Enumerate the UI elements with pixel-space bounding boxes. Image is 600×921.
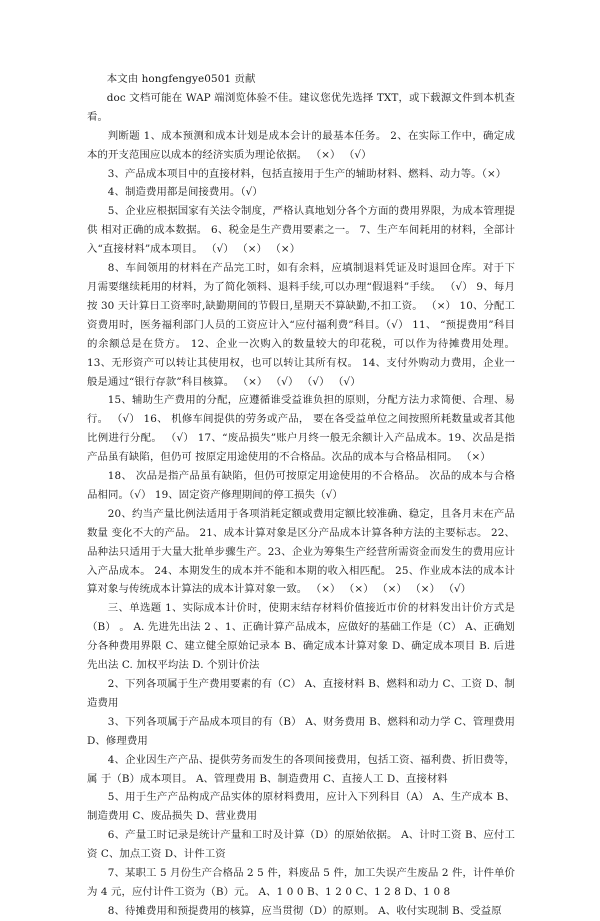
- format-notice: doc 文档可能在 WAP 端浏览体验不佳。建议您优先选择 TXT，或下载源文件到本机查看。: [87, 91, 515, 123]
- paragraph-judgment-20-25: 20、约当产量比例法适用于各项消耗定额或费用定额比较准确、稳定，且各月末在产品数量 变化不大的产品。 21、成本计算对象是区分产品成本计算各种方法的主要标志。 22、品种法只适用于大量大批单步骤生产。23、企业为筹集生产经营所需资金而发生的费用应计入产品成本。 24、本期发生的成本并不能和本期的收入相匹配。 25、作业成本法的成本计算对象与传统成本计算法的成本计算对象一致。 （×） （×） （×） （×） （√）: [87, 507, 515, 596]
- paragraph-choice-8: 8、待摊费用和预提费用的核算，应当贯彻（D）的原则。 A、收付实现制 B、受益原: [107, 904, 502, 917]
- source-credit: 本文由 hongfengye0501 贡献: [106, 73, 256, 85]
- paragraph-judgment-15-17: 15、辅助生产费用的分配，应遵循谁受益谁负担的原则，分配方法力求简便、合理、易行。 （√） 16、 机修车间提供的劳务或产品， 要在各受益单位之间按照所耗数量或者其他比例进行分配。 （√） 17、“废品损失”账户月终一般无余额计入产品成本。19、次品是指产品虽有缺陷，但仍可 按原定用途使用的不合格品。次品的成本与合格品相同。 （×）: [87, 394, 515, 464]
- paragraph-judgment-4: 4、制造费用都是间接费用。（√）: [107, 186, 263, 199]
- paragraph-choice-6: 6、产量工时记录是统计产量和工时及计算（D）的原始依据。 A、计时工资 B、应付工资 C、加点工资 D、计件工资: [87, 829, 515, 861]
- paragraph-choice-5: 5、用于生产产品构成产品实体的原材料费用，应计入下列科目（A） A、生产成本 B、制造费用 C、废品损失 D、营业费用: [87, 791, 515, 823]
- paragraph-judgment-8-14: 8、车间领用的材料在产品完工时，如有余料，应填制退料凭证及时退回仓库。对于下 月需要继续耗用的材料，为了简化领料、退料手续,可以办理“假退料”手续。 （√） 9、每月按 30 天计算日工资率时,缺勤期间的节假日,星期天不算缺勤,不扣工资。 （×） 10、分配工资费用时，医务福利部门人员的工资应计入“应付福利费”科目。（√） 11、 “预提费用”科目的余额总是在贷方。 12、企业一次购入的数量较大的印花税，可以作为待摊费用处理。 13、无形资产可以转让其使用权，也可以转让其所有权。 14、支付外购动力费用，企业一般是通过“银行存款”科目核算。 （×） （√） （√） （√）: [87, 262, 515, 388]
- paragraph-choice-7: 7、某职工 5 月份生产合格品 2 5 件，料废品 5 件，加工失误产生废品 2 件，计件单价为 4 元，应付计件工资为（B）元。 A、1 0 0 B、1 2 0 C、1 2 8 D、1 0 8: [87, 867, 515, 898]
- paragraph-judgment-18-19: 18、 次品是指产品虽有缺陷，但仍可按原定用途使用的不合格品。 次品的成本与合格品相同。（√） 19、固定资产修理期间的停工损失（√）: [87, 470, 515, 501]
- document-body: [87, 70, 515, 921]
- paragraph-choice-4: 4、企业因生产产品、提供劳务而发生的各项间接费用，包括工资、福利费、折旧费等，属 于（B）成本项目。 A、管理费用 B、制造费用 C、直接人工 D、直接材料: [87, 753, 515, 785]
- paragraph-judgment-3: 3、产品成本项目中的直接材料，包括直接用于生产的辅助材料、燃料、动力等。（×）: [107, 167, 507, 180]
- paragraph-judgment-5-7: 5、企业应根据国家有关法令制度，严格认真地划分各个方面的费用界限，为成本管理提供 相对正确的成本数据。 6、税金是生产费用要素之一。 7、生产车间耗用的材料，全部计入“直接材料”成本项目。 （√） （×） （×）: [87, 205, 515, 256]
- paragraph-choice-1: 三、单选题 1、实际成本计价时，使期末结存材料价值接近市价的材料发出计价方式是（B） 。 A. 先进先出法 2 、1、正确计算产品成本，应做好的基础工作是（C） A、正确划分各种费用界限 C、建立健全原始记录本 B、确定成本计算对象 D、确定成本项目 B. 后进先出法 C. 加权平均法 D. 个别计价法: [87, 602, 515, 672]
- paragraph-choice-3: 3、下列各项属于产品成本项目的有（B） A、财务费用 B、燃料和动力学 C、管理费用 D、修理费用: [87, 715, 515, 747]
- paragraph-judgment-1-2: 判断题 1、成本预测和成本计划是成本会计的最基本任务。 2、在实际工作中，确定成本的开支范围应以成本的经济实质为理论依据。 （×） （√）: [87, 129, 515, 161]
- paragraph-choice-2: 2、下列各项属于生产费用要素的有（C） A、直接材料 B、燃料和动力 C、工资 D、制造费用: [87, 678, 515, 709]
